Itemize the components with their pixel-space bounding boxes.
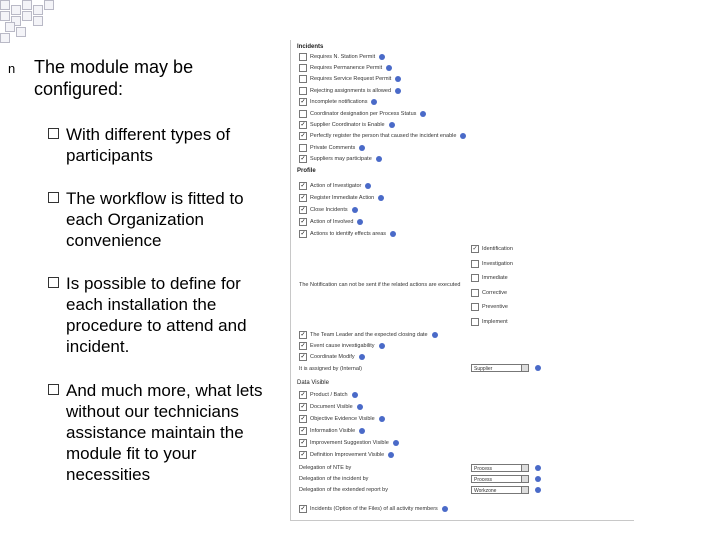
- sub-item-text: With different types of participants: [66, 125, 231, 165]
- sub-bullet-icon: [48, 192, 59, 203]
- help-icon[interactable]: [442, 506, 448, 512]
- help-icon[interactable]: [379, 343, 385, 349]
- option-label: Supplier Coordinator is Enable: [310, 121, 385, 128]
- help-icon[interactable]: [386, 65, 392, 71]
- delegation-select[interactable]: Process: [471, 475, 529, 483]
- option-row[interactable]: [471, 318, 508, 326]
- notify-label: The Notification can not be sent if the related actions are executed: [299, 282, 461, 288]
- checkbox[interactable]: [471, 303, 479, 311]
- help-icon[interactable]: [420, 111, 426, 117]
- option-label: Preventive: [482, 304, 508, 310]
- checkbox[interactable]: ✓: [300, 403, 306, 410]
- help-icon[interactable]: [359, 354, 365, 360]
- help-icon[interactable]: [535, 476, 541, 482]
- help-icon[interactable]: [379, 54, 385, 60]
- checkbox[interactable]: [471, 260, 479, 268]
- option-label: Action of Investigator: [310, 182, 362, 189]
- configuration-panel: [290, 40, 634, 521]
- checkbox[interactable]: ✓: [300, 133, 306, 140]
- checkbox[interactable]: [299, 75, 307, 83]
- section-incidents-title: Incidents: [297, 44, 324, 50]
- checkbox[interactable]: ✓: [300, 415, 306, 422]
- main-bullet-text: The module may be configured:: [34, 57, 194, 99]
- help-icon[interactable]: [395, 76, 401, 82]
- option-row[interactable]: [471, 245, 513, 253]
- option-label: Coordinator designation per Process Status: [310, 110, 417, 117]
- sub-bullet-icon: [48, 277, 59, 288]
- help-icon[interactable]: [460, 133, 466, 139]
- checkbox[interactable]: ✓: [300, 230, 306, 237]
- checkbox[interactable]: [471, 289, 479, 297]
- option-row[interactable]: [299, 352, 365, 361]
- option-row[interactable]: [299, 52, 385, 61]
- option-label: Information Visible: [310, 427, 356, 434]
- option-row[interactable]: [471, 289, 507, 297]
- section-data-title: Data Visible: [297, 380, 329, 386]
- checkbox[interactable]: ✓: [300, 451, 306, 458]
- assigned-label: It is assigned by (Internal): [299, 366, 362, 372]
- checkbox[interactable]: [299, 110, 307, 118]
- checkbox[interactable]: ✓: [300, 505, 306, 512]
- help-icon[interactable]: [393, 440, 399, 446]
- option-row[interactable]: [299, 63, 392, 72]
- checkbox[interactable]: ✓: [300, 342, 306, 349]
- option-label: Rejecting assignments is allowed: [310, 87, 392, 94]
- option-label: The Team Leader and the expected closing date: [310, 331, 428, 338]
- option-row[interactable]: [299, 229, 396, 238]
- help-icon[interactable]: [359, 145, 365, 151]
- option-row[interactable]: [299, 109, 426, 118]
- option-row[interactable]: [299, 390, 358, 399]
- help-icon[interactable]: [352, 392, 358, 398]
- help-icon[interactable]: [535, 465, 541, 471]
- checkbox[interactable]: ✓: [472, 246, 478, 252]
- option-label: Actions to identify effects areas: [310, 230, 387, 237]
- help-icon[interactable]: [395, 88, 401, 94]
- checkbox[interactable]: ✓: [300, 353, 306, 360]
- checkbox[interactable]: [299, 87, 307, 95]
- help-icon[interactable]: [357, 404, 363, 410]
- option-label: Implement: [482, 318, 508, 325]
- checkbox[interactable]: ✓: [300, 99, 306, 106]
- final-option-label: Incidents (Option of the Files) of all activity members: [310, 505, 438, 512]
- option-label: Identification: [482, 246, 513, 252]
- final-option[interactable]: [299, 504, 448, 513]
- option-label: Coordinate Modify: [310, 353, 355, 360]
- checkbox[interactable]: ✓: [300, 156, 306, 163]
- checkbox[interactable]: ✓: [300, 391, 306, 398]
- checkbox[interactable]: ✓: [300, 331, 306, 338]
- sub-item-text: And much more, what lets without our technicians assistance maintain the module fit to your necessities: [66, 381, 263, 484]
- checkbox[interactable]: ✓: [300, 121, 306, 128]
- option-row[interactable]: [299, 86, 401, 95]
- section-profile-title: Profile: [297, 168, 316, 174]
- help-icon[interactable]: [535, 487, 541, 493]
- option-label: Improvement Suggestion Visible: [310, 439, 389, 446]
- checkbox[interactable]: ✓: [300, 439, 306, 446]
- option-label: Product / Batch: [310, 391, 348, 398]
- checkbox[interactable]: [299, 53, 307, 61]
- delegation-select[interactable]: Workzone: [471, 486, 529, 494]
- help-icon[interactable]: [352, 207, 358, 213]
- help-icon[interactable]: [378, 195, 384, 201]
- help-icon[interactable]: [365, 183, 371, 189]
- option-label: Suppliers may participate: [310, 156, 372, 163]
- checkbox[interactable]: ✓: [300, 182, 306, 189]
- option-row[interactable]: [299, 205, 358, 214]
- checkbox[interactable]: [299, 64, 307, 72]
- option-row[interactable]: [299, 132, 466, 141]
- checkbox[interactable]: [299, 144, 307, 152]
- option-label: Requires Service Request Permit: [310, 76, 392, 83]
- checkbox[interactable]: [471, 318, 479, 326]
- option-label: Requires N. Station Permit: [310, 53, 376, 60]
- option-row[interactable]: [299, 426, 365, 435]
- option-row[interactable]: [471, 260, 513, 268]
- option-row[interactable]: [299, 155, 382, 164]
- help-icon[interactable]: [357, 219, 363, 225]
- option-row[interactable]: [299, 450, 394, 459]
- option-label: Document Visible: [310, 403, 353, 410]
- option-row[interactable]: [299, 193, 384, 202]
- option-row[interactable]: [471, 303, 508, 311]
- sub-item-text: Is possible to define for each installation the procedure to attend and incident.: [66, 274, 247, 356]
- help-icon[interactable]: [379, 416, 385, 422]
- help-icon[interactable]: [390, 231, 396, 237]
- option-label: Corrective: [482, 289, 508, 296]
- help-icon[interactable]: [371, 99, 377, 105]
- help-icon[interactable]: [376, 156, 382, 162]
- option-label: Requires Permanence Permit: [310, 64, 383, 71]
- sub-bullet-icon: [48, 384, 59, 395]
- option-row[interactable]: [299, 75, 401, 84]
- help-icon[interactable]: [432, 332, 438, 338]
- help-icon[interactable]: [388, 452, 394, 458]
- delegation-label: Delegation of the incident by: [299, 476, 369, 482]
- option-label: Objective Evidence Visible: [310, 415, 375, 422]
- checkbox[interactable]: ✓: [300, 218, 306, 225]
- option-row[interactable]: [299, 438, 399, 447]
- option-row[interactable]: [299, 341, 385, 350]
- option-row[interactable]: [471, 274, 508, 282]
- option-label: Immediate: [482, 275, 508, 281]
- option-label: Investigation: [482, 260, 513, 267]
- delegation-label: Delegation of NTE by: [299, 465, 352, 471]
- option-label: Event cause investigability: [310, 342, 375, 349]
- help-icon[interactable]: [359, 428, 365, 434]
- option-row[interactable]: [299, 143, 365, 152]
- option-row[interactable]: [299, 120, 395, 129]
- option-label: Register Immediate Action: [310, 194, 375, 201]
- help-icon[interactable]: [535, 365, 541, 371]
- option-label: Incomplete notifications: [310, 99, 368, 106]
- delegation-label: Delegation of the extended report by: [299, 487, 388, 493]
- help-icon[interactable]: [389, 122, 395, 128]
- sub-bullet-icon: [48, 128, 59, 139]
- option-row[interactable]: [299, 98, 377, 107]
- option-row[interactable]: [299, 330, 438, 339]
- checkbox[interactable]: ✓: [300, 427, 306, 434]
- option-label: Action of Involved: [310, 218, 354, 225]
- option-row[interactable]: [299, 414, 385, 423]
- option-label: Definition Improvement Visible: [310, 451, 385, 458]
- checkbox[interactable]: [471, 274, 479, 282]
- main-bullet: n: [8, 61, 16, 76]
- checkbox[interactable]: ✓: [300, 206, 306, 213]
- option-label: Private Comments: [310, 144, 356, 151]
- option-label: Perfectly register the person that caused the incident enable: [310, 133, 457, 140]
- option-row[interactable]: [299, 217, 363, 226]
- assigned-select[interactable]: Supplier: [471, 364, 529, 372]
- option-label: Close Incidents: [310, 206, 348, 213]
- delegation-select[interactable]: Process: [471, 464, 529, 472]
- option-row[interactable]: [299, 181, 371, 190]
- checkbox[interactable]: ✓: [300, 194, 306, 201]
- option-row[interactable]: [299, 402, 363, 411]
- sub-item-text: The workflow is fitted to each Organization convenience: [66, 189, 244, 250]
